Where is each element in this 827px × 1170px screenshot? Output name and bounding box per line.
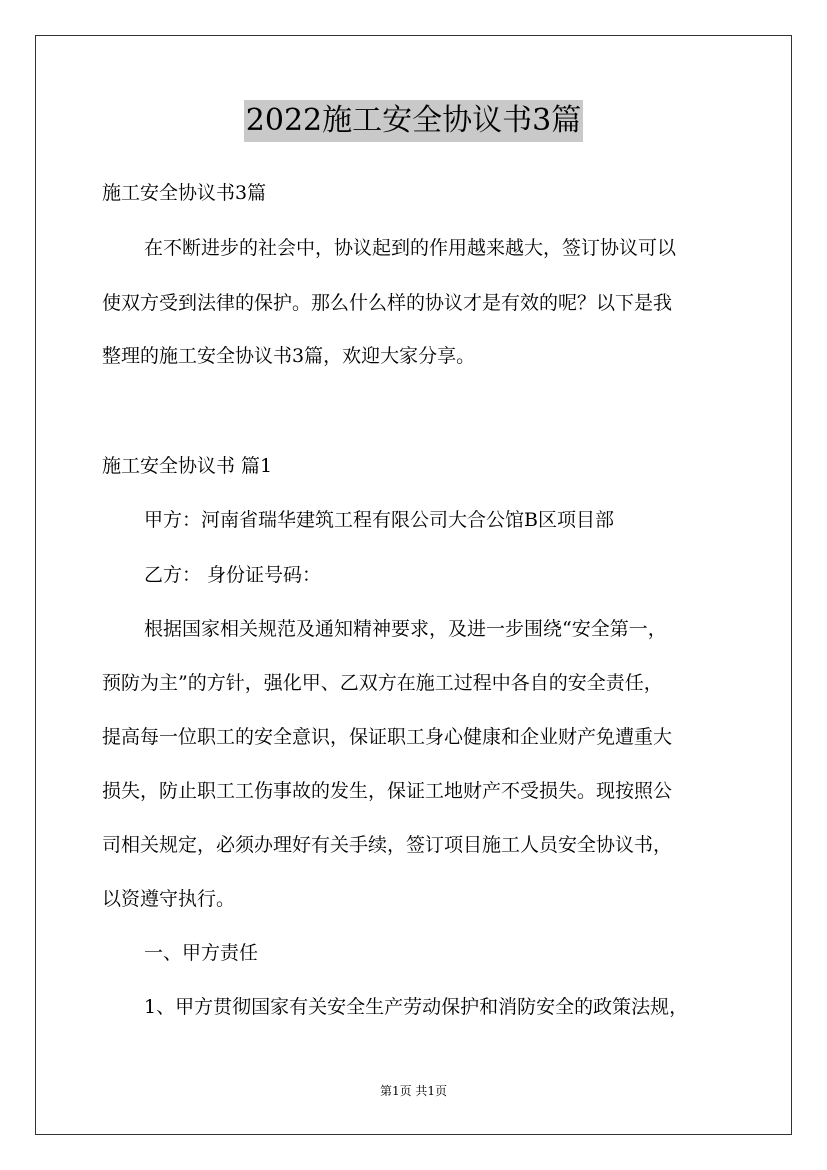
party-b: 乙方： 身份证号码： [144,564,322,586]
body-line-5: 司相关规定，必须办理好有关手续，签订项目施工人员安全协议书， [102,834,673,856]
intro-line-2: 使双方受到法律的保护。那么什么样的协议才是有效的呢？以下是我 [102,292,673,314]
party-a: 甲方：河南省瑞华建筑工程有限公司大合公馆B区项目部 [144,509,614,531]
title-container [0,100,827,142]
clause-1: 1、甲方贯彻国家有关安全生产劳动保护和消防安全的政策法规， [144,996,689,1018]
intro-line-3: 整理的施工安全协议书3篇，欢迎大家分享。 [102,345,476,367]
body-line-1: 根据国家相关规范及通知精神要求，及进一步围绕“安全第一， [144,618,667,640]
body-line-4: 损失，防止职工工伤事故的发生，保证工地财产不受损失。现按照公 [102,780,673,802]
section-heading: 施工安全协议书 篇1 [102,455,273,477]
body-line-6: 以资遵守执行。 [102,888,236,910]
body-line-3: 提高每一位职工的安全意识，保证职工身心健康和企业财产免遭重大 [102,726,673,748]
subtitle: 施工安全协议书3篇 [102,182,267,204]
intro-line-1: 在不断进步的社会中，协议起到的作用越来越大，签订协议可以 [144,237,677,259]
clause-heading: 一、甲方责任 [144,942,259,964]
page-footer: 第1页 共1页 [379,1084,448,1098]
document-title: 2022施工安全协议书3篇 [244,100,583,142]
body-line-2: 预防为主”的方针，强化甲、乙双方在施工过程中各自的安全责任， [102,672,663,694]
